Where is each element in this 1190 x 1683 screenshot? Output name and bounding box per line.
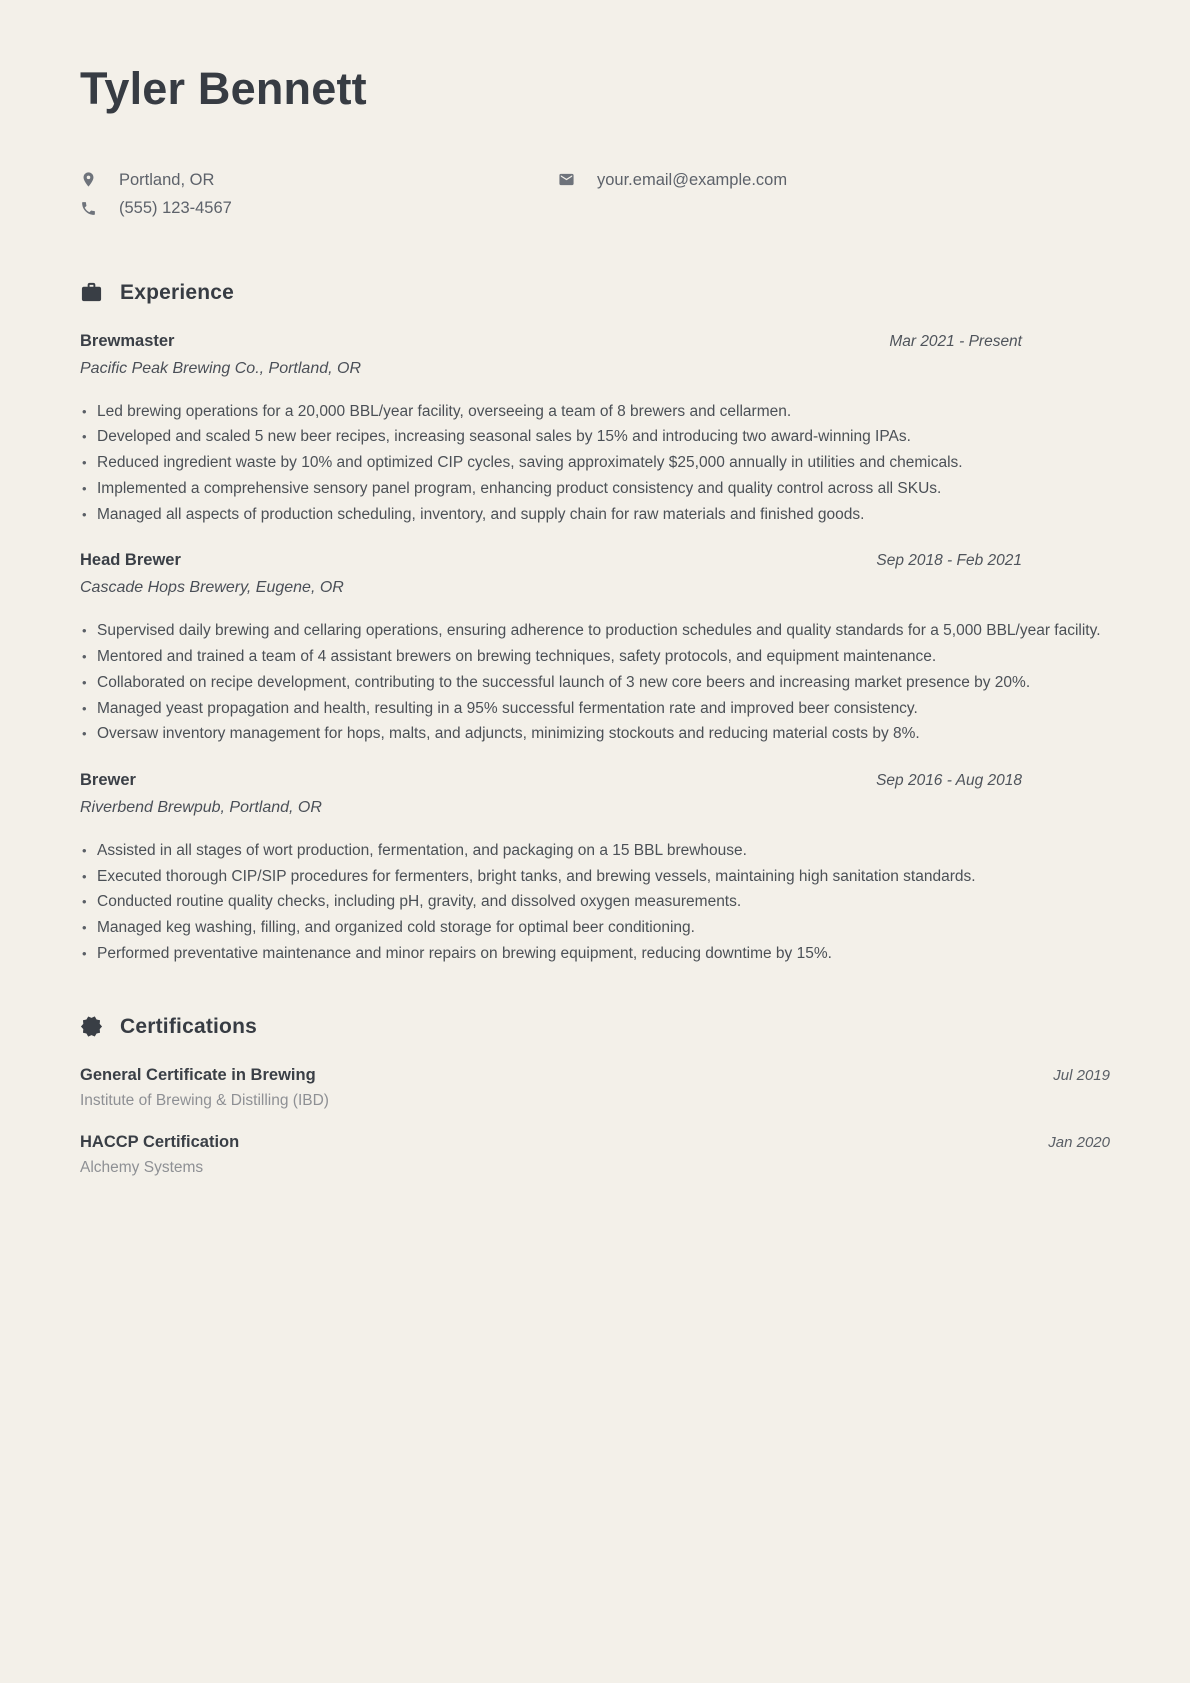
job-bullet: • Implemented a comprehensive sensory panel program, enhancing product consistency and quality control across all SKUs. (80, 476, 1110, 502)
job-entry-head-brewer (80, 551, 1110, 747)
job-entry-brewer (80, 771, 1110, 967)
job-bullet-list (80, 838, 1110, 967)
experience-section (80, 281, 1110, 967)
contact-phone (80, 198, 558, 219)
job-bullet: • Conducted routine quality checks, including pH, gravity, and dissolved oxygen measurements. (80, 889, 1110, 915)
job-dates: Sep 2018 - Feb 2021 (876, 552, 1022, 570)
job-bullet: • Executed thorough CIP/SIP procedures for fermenters, bright tanks, and brewing vessels, maintaining high sanitation standards. (80, 864, 1110, 890)
contact-location-text: Portland, OR (119, 170, 215, 189)
job-title: Brewmaster (80, 331, 175, 350)
job-dates: Mar 2021 - Present (889, 332, 1022, 350)
certifications-section-title: Certifications (120, 1014, 257, 1038)
job-bullet: • Collaborated on recipe development, contributing to the successful launch of 3 new core beers and increasing market presence by 20%. (80, 670, 1110, 696)
job-company: Cascade Hops Brewery, Eugene, OR (80, 579, 344, 597)
certification-issuer: Institute of Brewing & Distilling (IBD) (80, 1091, 329, 1109)
job-bullet: • Mentored and trained a team of 4 assistant brewers on brewing techniques, safety protocols, and equipment maintenance. (80, 644, 1110, 670)
job-bullet-list (80, 399, 1110, 528)
contact-phone-text: (555) 123-4567 (119, 199, 232, 218)
certification-name: HACCP Certification (80, 1132, 240, 1151)
experience-section-header (80, 281, 1110, 305)
job-bullet: • Supervised daily brewing and cellaring operations, ensuring adherence to production schedules and quality standards for a 5,000 BBL/year facility. (80, 618, 1110, 644)
contact-email (558, 170, 1110, 191)
job-header (80, 332, 1110, 351)
contact-left-column (80, 170, 558, 219)
contact-location (80, 170, 558, 191)
briefcase-icon (80, 281, 103, 304)
experience-section-title: Experience (120, 280, 235, 304)
certification-name: General Certificate in Brewing (80, 1065, 316, 1084)
job-bullet-list (80, 618, 1110, 747)
certification-date: Jul 2019 (1053, 1066, 1110, 1084)
job-entry-brewmaster (80, 332, 1110, 528)
certifications-section-header (80, 1015, 1110, 1039)
job-company: Riverbend Brewpub, Portland, OR (80, 798, 322, 816)
certifications-section (80, 1015, 1110, 1177)
job-bullet: • Managed yeast propagation and health, resulting in a 95% successful fermentation rate and improved beer consistency. (80, 696, 1110, 722)
job-bullet: • Led brewing operations for a 20,000 BBL/year facility, overseeing a team of 8 brewers and cellarmen. (80, 399, 1110, 425)
job-title: Head Brewer (80, 551, 181, 570)
location-pin-icon (80, 171, 97, 188)
certification-entry (80, 1066, 1110, 1110)
job-header (80, 771, 1110, 790)
job-bullet: • Assisted in all stages of wort production, fermentation, and packaging on a 15 BBL brewhouse. (80, 838, 1110, 864)
certification-issuer: Alchemy Systems (80, 1158, 204, 1176)
person-name: Tyler Bennett (80, 63, 367, 114)
seal-badge-icon (80, 1015, 103, 1038)
envelope-icon (558, 171, 575, 188)
job-header (80, 551, 1110, 570)
phone-icon (80, 200, 97, 217)
contact-email-text: your.email@example.com (597, 170, 788, 189)
job-bullet: • Managed all aspects of production scheduling, inventory, and supply chain for raw materials and finished goods. (80, 502, 1110, 528)
certification-header (80, 1066, 1110, 1085)
job-company: Pacific Peak Brewing Co., Portland, OR (80, 359, 362, 377)
job-dates: Sep 2016 - Aug 2018 (876, 771, 1022, 789)
job-bullet: • Managed keg washing, filling, and organized cold storage for optimal beer conditioning. (80, 915, 1110, 941)
job-bullet: • Developed and scaled 5 new beer recipes, increasing seasonal sales by 15% and introducing two award-winning IPAs. (80, 424, 1110, 450)
contact-info (80, 170, 1110, 219)
certification-entry (80, 1133, 1110, 1177)
contact-right-column (558, 170, 1110, 219)
job-title: Brewer (80, 770, 136, 789)
job-bullet: • Oversaw inventory management for hops, malts, and adjuncts, minimizing stockouts and reducing material costs by 8%. (80, 721, 1110, 747)
job-bullet: • Performed preventative maintenance and minor repairs on brewing equipment, reducing downtime by 15%. (80, 941, 1110, 967)
certification-date: Jan 2020 (1048, 1133, 1110, 1151)
certification-header (80, 1133, 1110, 1152)
job-bullet: • Reduced ingredient waste by 10% and optimized CIP cycles, saving approximately $25,000 annually in utilities and chemicals. (80, 450, 1110, 476)
